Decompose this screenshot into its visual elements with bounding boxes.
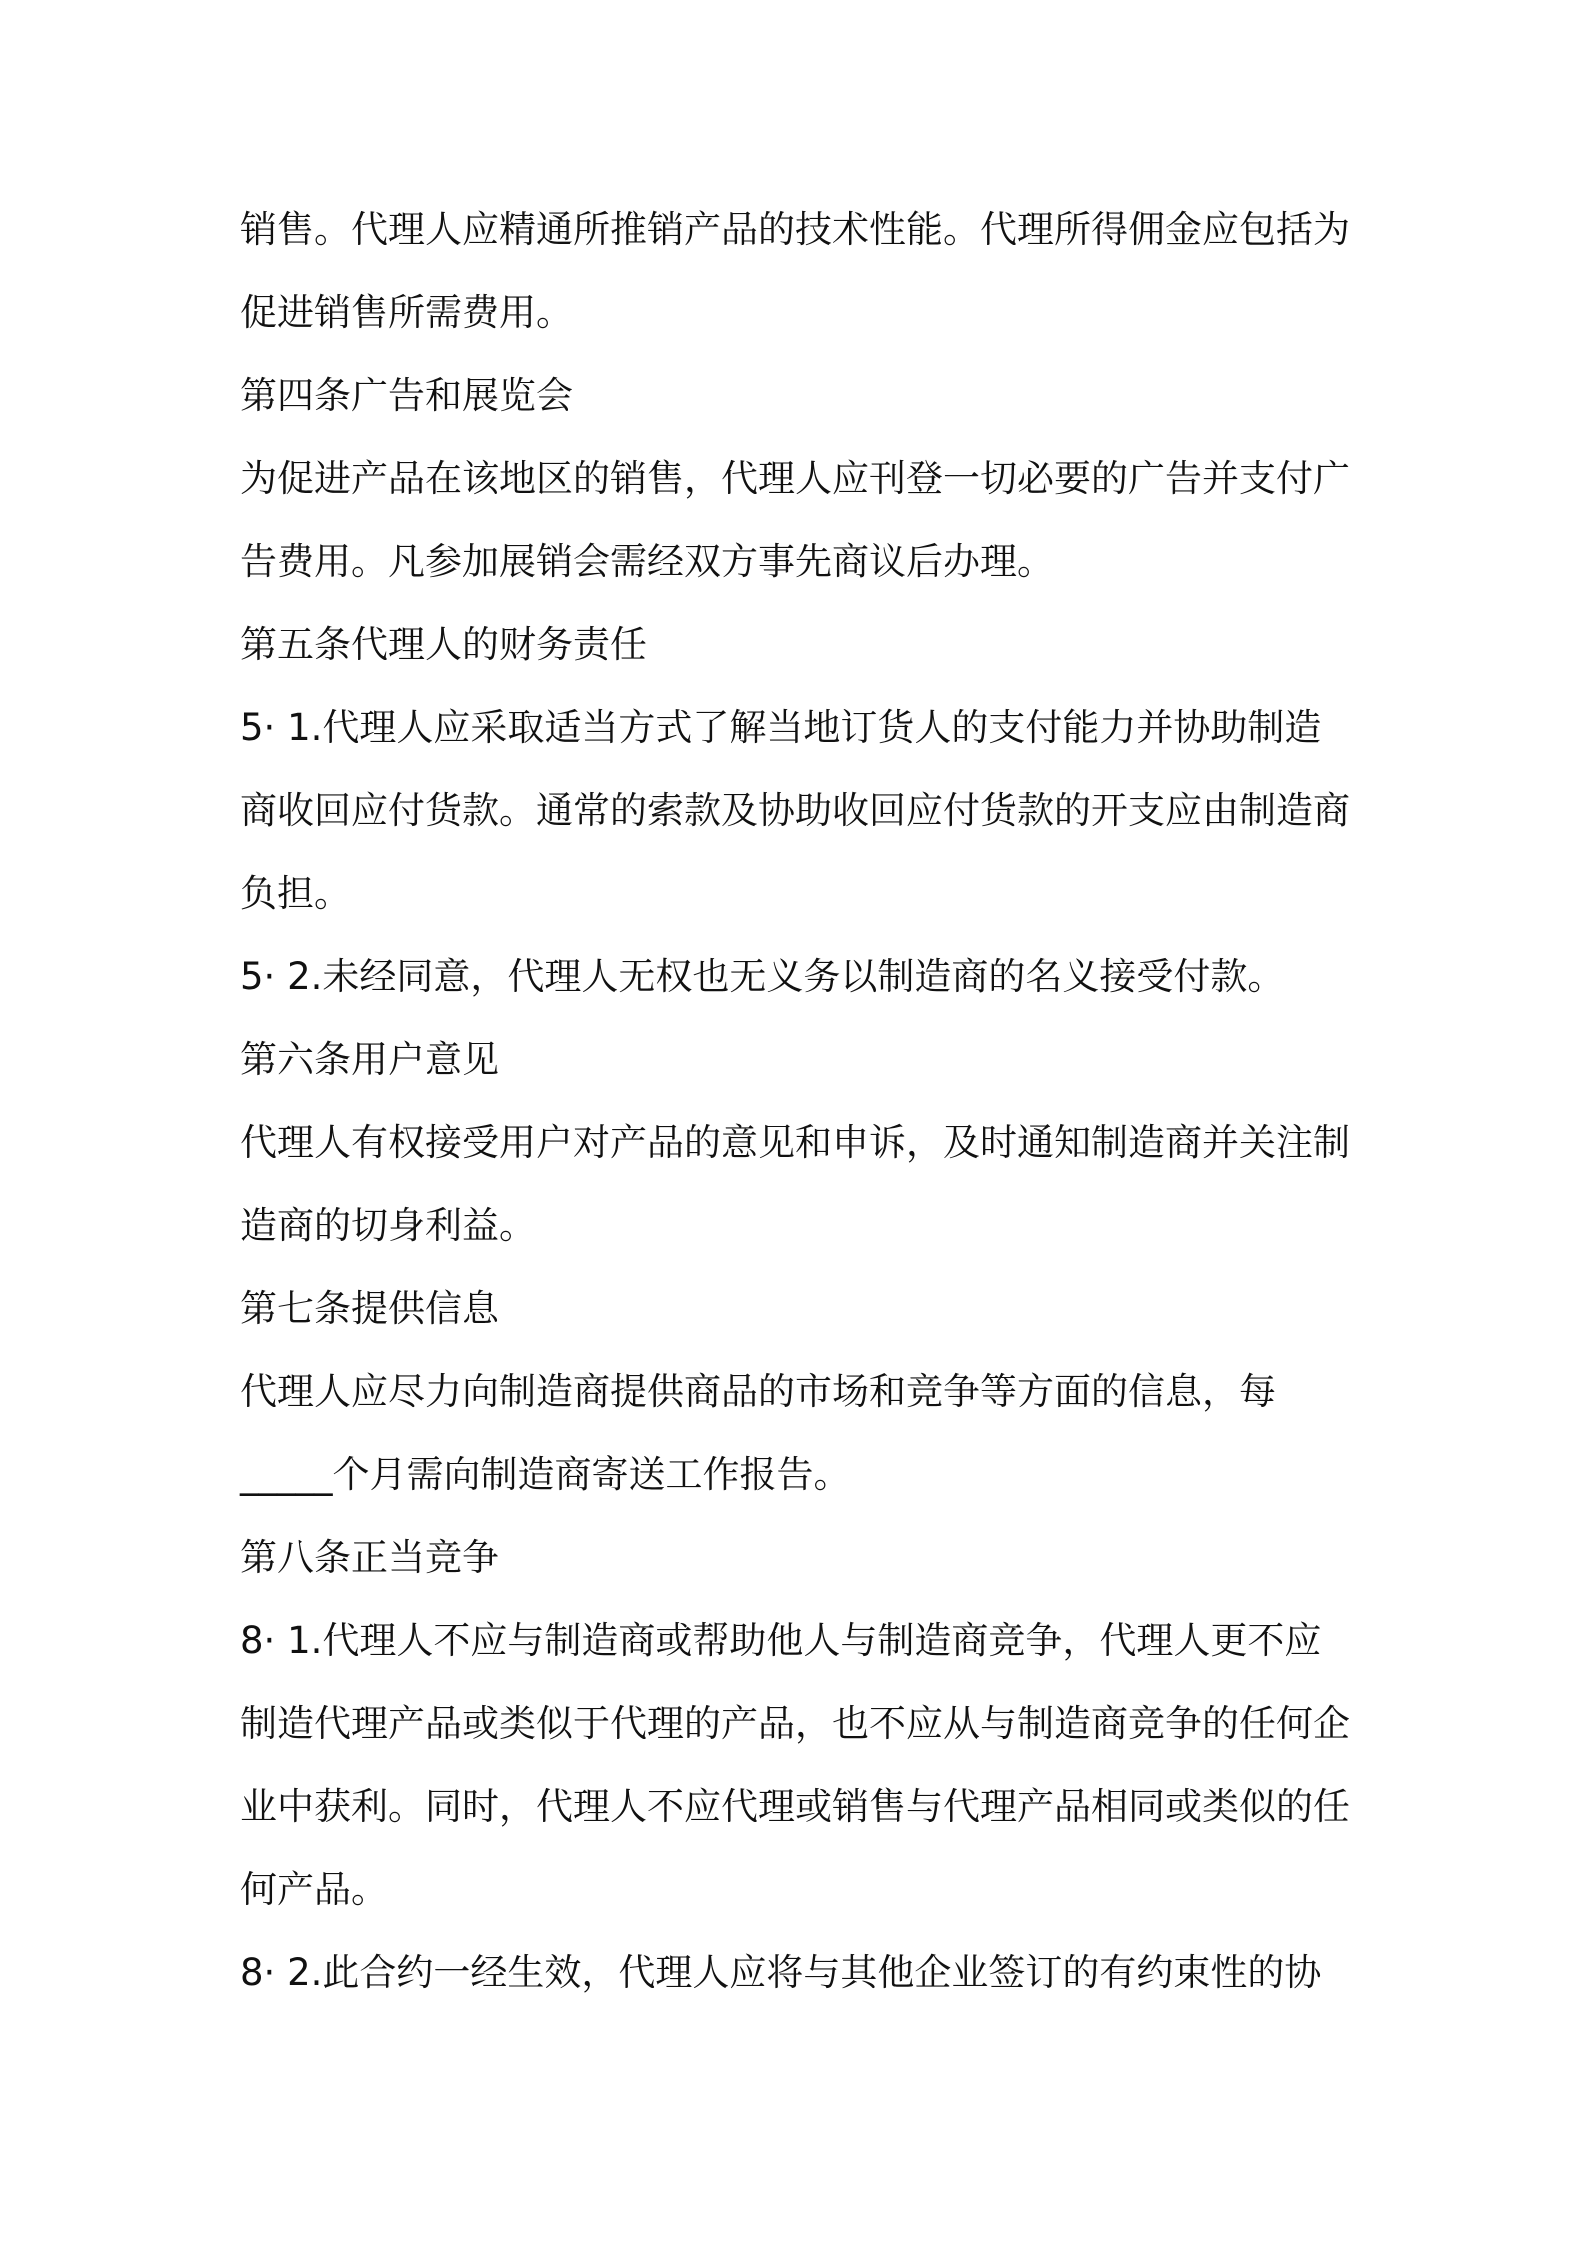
text-line: 告费用。凡参加展销会需经双方事先商议后办理。 [240,540,1054,583]
text-line: 商收回应付货款。通常的索款及协助收回应付货款的开支应由制造商 [240,789,1350,832]
text-line: 8· 1.代理人不应与制造商或帮助他人与制造商竞争，代理人更不应 [240,1619,1322,1662]
text-line: 8· 2.此合约一经生效，代理人应将与其他企业签订的有约束性的协 [240,1951,1322,1994]
text-line: 何产品。 [240,1868,388,1911]
section-heading: 第四条广告和展览会 [240,374,573,417]
text-line: 制造代理产品或类似于代理的产品，也不应从与制造商竞争的任何企 [240,1702,1350,1745]
text-line: 5· 2.未经同意，代理人无权也无义务以制造商的名义接受付款。 [240,955,1285,998]
section-heading: 第五条代理人的财务责任 [240,623,647,666]
document-body [240,188,1360,2014]
text-line: 业中获利。同时，代理人不应代理或销售与代理产品相同或类似的任 [240,1785,1350,1828]
text-line: 负担。 [240,872,351,915]
text-line: 代理人有权接受用户对产品的意见和申诉，及时通知制造商并关注制 [240,1121,1350,1164]
text-line: 5· 1.代理人应采取适当方式了解当地订货人的支付能力并协助制造 [240,706,1322,749]
section-heading: 第七条提供信息 [240,1287,499,1330]
text-line: 销售。代理人应精通所推销产品的技术性能。代理所得佣金应包括为 [240,208,1350,251]
text-line: 造商的切身利益。 [240,1204,536,1247]
section-heading: 第六条用户意见 [240,1038,499,1081]
section-heading: 第八条正当竞争 [240,1536,499,1579]
text-line: 代理人应尽力向制造商提供商品的市场和竞争等方面的信息，每 [240,1370,1276,1413]
text-line: 促进销售所需费用。 [240,291,573,334]
text-line: _____个月需向制造商寄送工作报告。 [240,1453,851,1496]
text-line: 为促进产品在该地区的销售，代理人应刊登一切必要的广告并支付广 [240,457,1350,500]
